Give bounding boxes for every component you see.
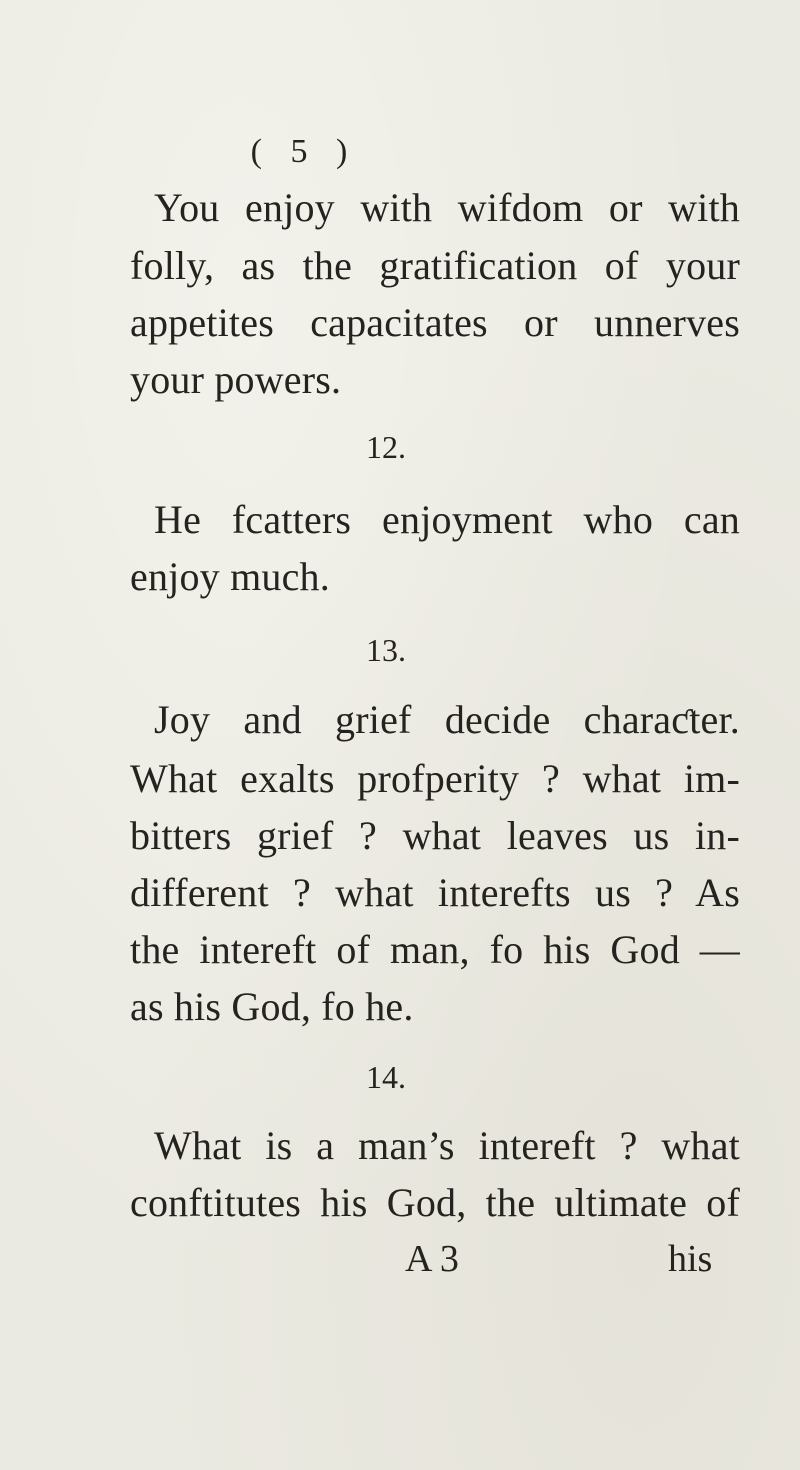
text-line: What is a man’s intereft ? what xyxy=(154,1123,740,1168)
text-line: appetites capacitates or unnerves xyxy=(130,300,740,345)
text-line: folly, as the gratification of your xyxy=(130,243,740,288)
text-line: Joy and grief decide charaƈter. xyxy=(154,697,740,742)
text-line: conftitutes his God, the ultimate of xyxy=(130,1180,740,1225)
text-line: the intereft of man, fo his God — xyxy=(130,927,740,972)
section-number-13: 13. xyxy=(366,632,406,668)
catchword: his xyxy=(668,1238,713,1280)
text-line: He fcatters enjoyment who can xyxy=(154,497,740,542)
page-number: ( 5 ) xyxy=(250,133,358,170)
section-number-12: 12. xyxy=(366,429,406,465)
signature-mark: A 3 xyxy=(405,1238,459,1280)
text-line: as his God, fo he. xyxy=(130,984,414,1029)
text-line: You enjoy with wifdom or with xyxy=(154,185,740,230)
text-line: bitters grief ? what leaves us in- xyxy=(130,813,740,858)
text-line: What exalts profperity ? what im- xyxy=(130,756,740,801)
section-number-14: 14. xyxy=(366,1059,406,1095)
text-line: enjoy much. xyxy=(130,554,330,599)
text-line: your powers. xyxy=(130,357,342,402)
text-line: different ? what interefts us ? As xyxy=(130,870,740,915)
